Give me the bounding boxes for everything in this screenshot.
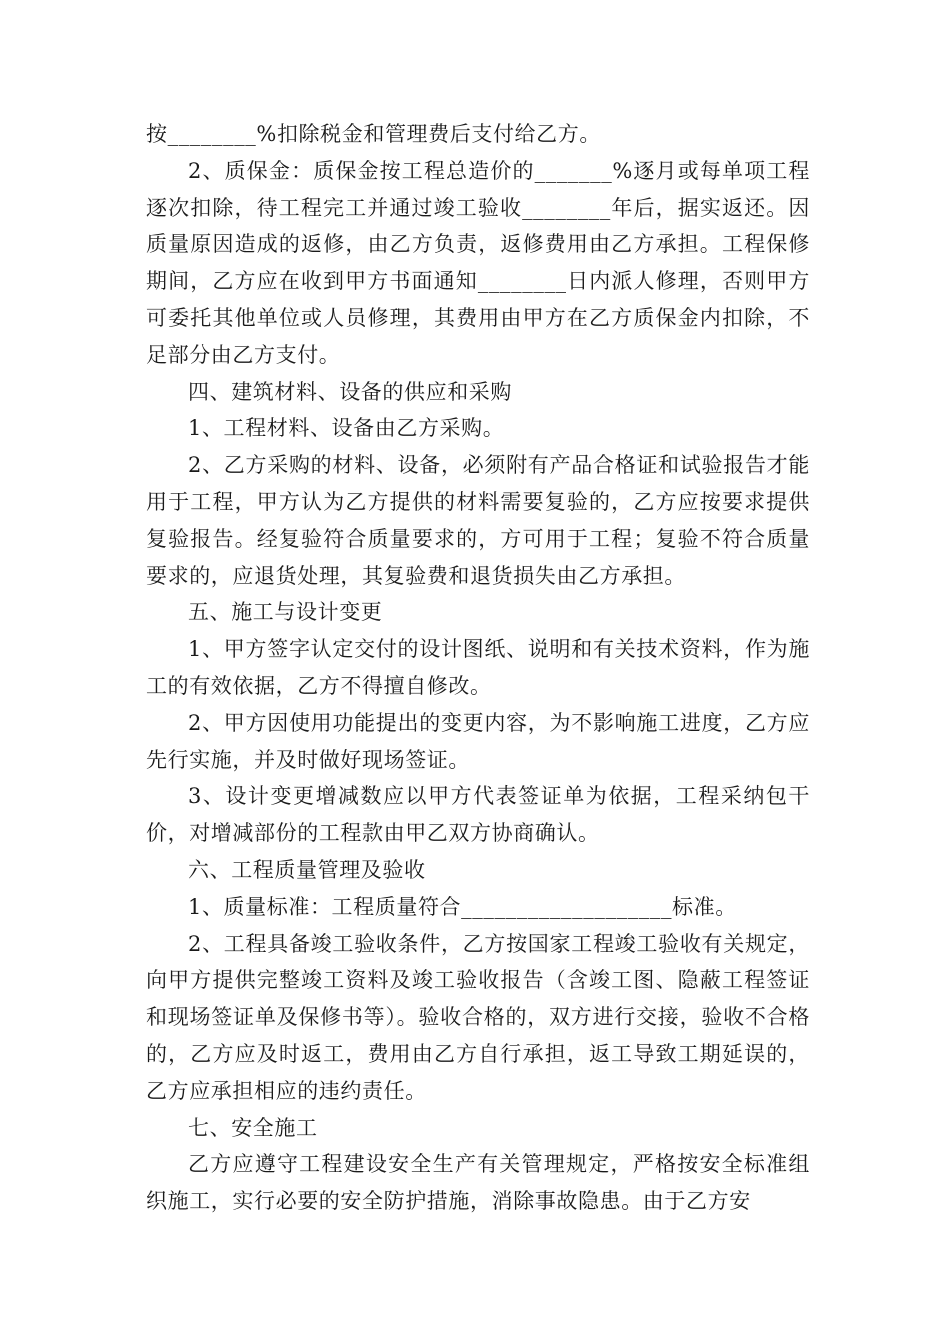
- paragraph-design-change-2: 2、甲方因使用功能提出的变更内容，为不影响施工进度，乙方应先行实施，并及时做好现场签证。: [146, 710, 810, 772]
- paragraph-materials-1: 1、工程材料、设备由乙方采购。: [188, 416, 505, 441]
- paragraph-design-change-1: 1、甲方签字认定交付的设计图纸、说明和有关技术资料，作为施工的有效依据，乙方不得擅自修改。: [146, 637, 810, 698]
- paragraph-quality-2: 2、工程具备竣工验收条件，乙方按国家工程竣工验收有关规定，向甲方提供完整竣工资料及竣工验收报告（含竣工图、隐蔽工程签证和现场签证单及保修书等）。验收合格的，双方进行交接，验收不合格的，乙方应及时返工，费用由乙方自行承担，返工导致工期延误的，乙方应承担相应的违约责任。: [146, 931, 810, 1103]
- document-body: [146, 116, 810, 1220]
- paragraph-payment-deduction: 按________%扣除税金和管理费后支付给乙方。: [146, 122, 601, 146]
- paragraph-warranty-deposit: 2、质保金：质保金按工程总造价的_______%逐月或每单项工程逐次扣除，待工程完工并通过竣工验收________年后，据实返还。因质量原因造成的返修，由乙方负责，返修费用由乙方承担。工程保修期间，乙方应在收到甲方书面通知________日内派人修理，否则甲方可委托其他单位或人员修理，其费用由甲方在乙方质保金内扣除，不足部分由乙方支付。: [146, 158, 810, 367]
- paragraph-materials-2: 2、乙方采购的材料、设备，必须附有产品合格证和试验报告才能用于工程，甲方认为乙方提供的材料需要复验的，乙方应按要求提供复验报告。经复验符合质量要求的，方可用于工程；复验不符合质量要求的，应退货处理，其复验费和退货损失由乙方承担。: [146, 453, 810, 588]
- paragraph-quality-1: 1、质量标准：工程质量符合___________________标准。: [188, 894, 737, 919]
- paragraph-safety: 乙方应遵守工程建设安全生产有关管理规定，严格按安全标准组织施工，实行必要的安全防护措施，消除事故隐患。由于乙方安: [146, 1152, 810, 1214]
- section-heading-quality: 六、工程质量管理及验收: [188, 857, 426, 882]
- section-heading-design-change: 五、施工与设计变更: [188, 600, 383, 625]
- paragraph-design-change-3: 3、设计变更增减数应以甲方代表签证单为依据，工程采纳包干价，对增减部份的工程款由甲乙双方协商确认。: [146, 784, 810, 846]
- section-heading-materials: 四、建筑材料、设备的供应和采购: [188, 379, 512, 404]
- section-heading-safety: 七、安全施工: [188, 1115, 318, 1140]
